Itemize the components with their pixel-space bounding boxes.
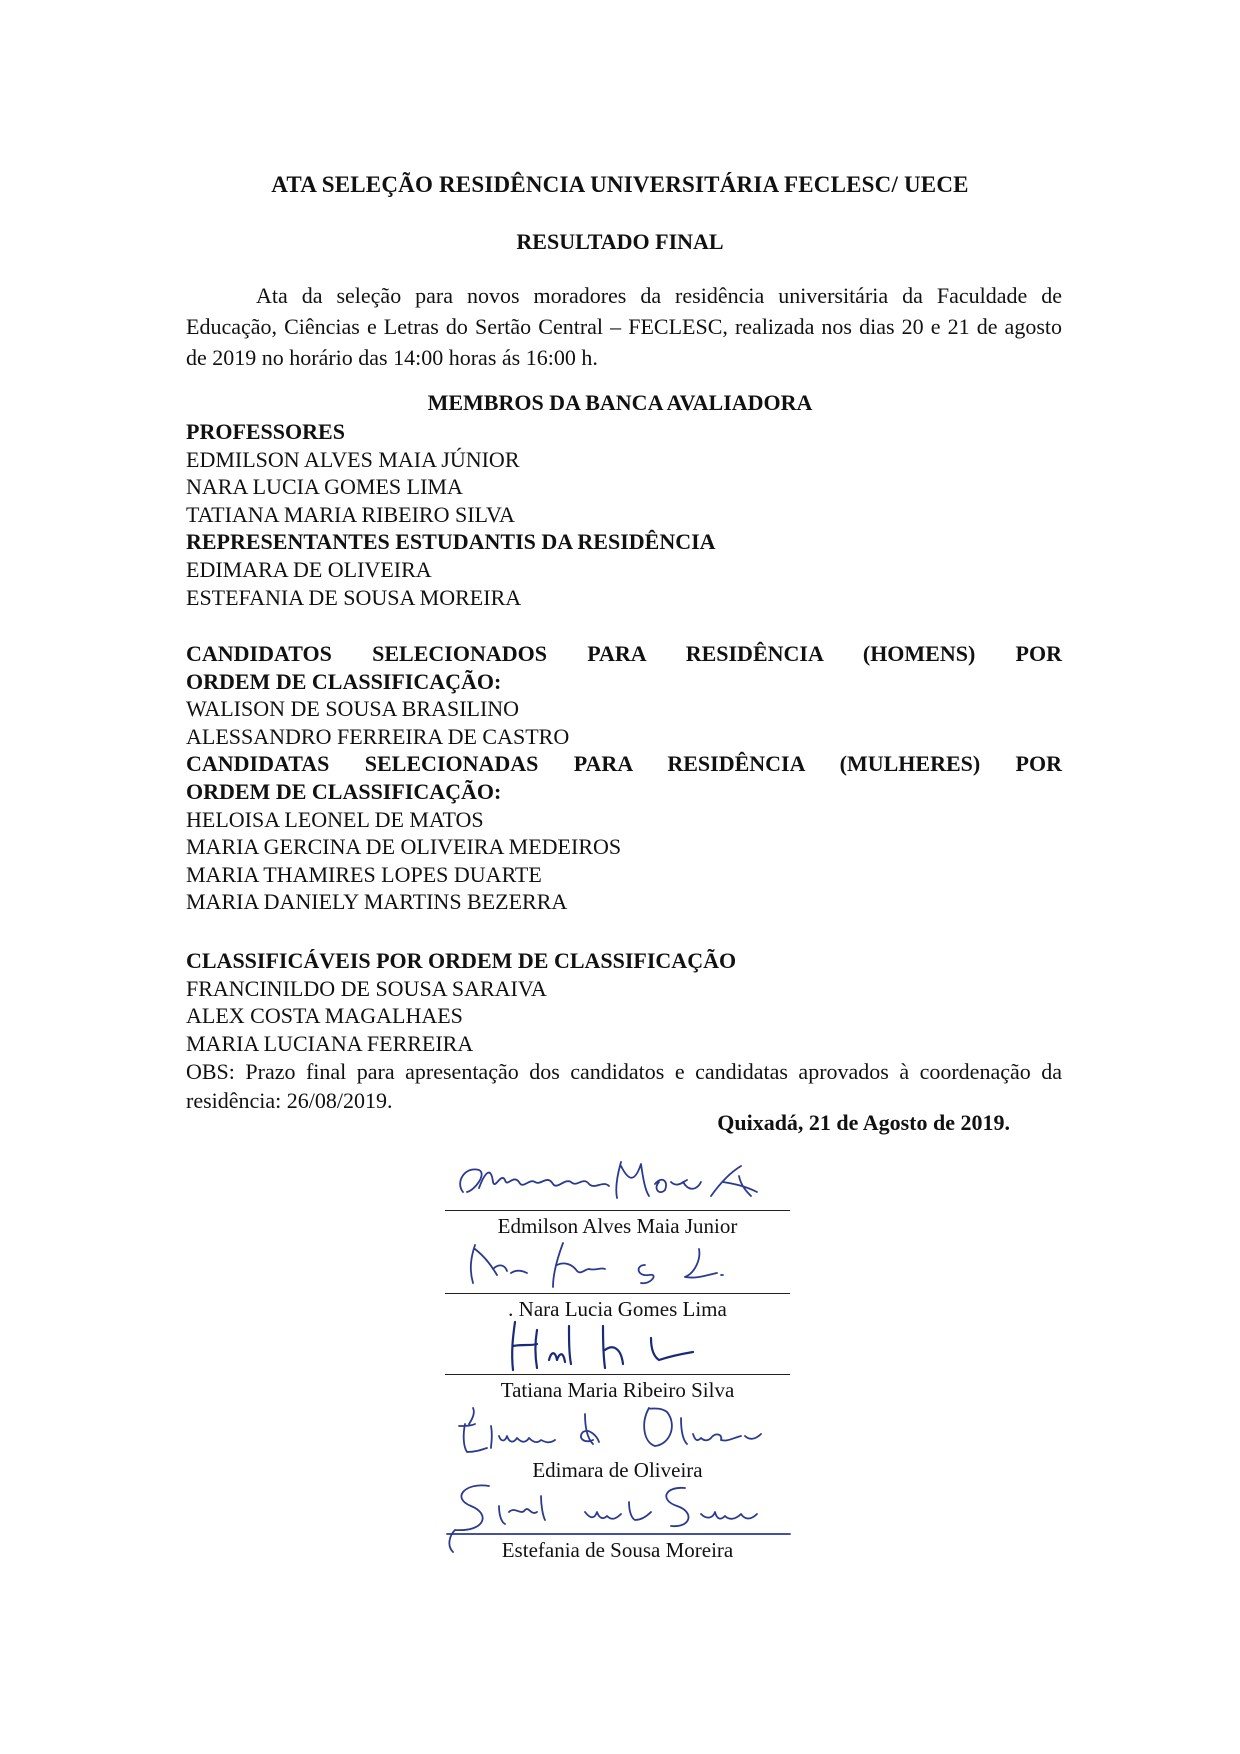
representantes-heading: REPRESENTANTES ESTUDANTIS DA RESIDÊNCIA [186,529,716,555]
classificaveis-section [186,947,1062,1057]
classificavel-name: FRANCINILDO DE SOUSA SARAIVA [186,975,547,1001]
city-date: Quixadá, 21 de Agosto de 2019. [717,1110,1010,1135]
candidata-name: MARIA THAMIRES LOPES DUARTE [186,861,542,887]
representante-name: ESTEFANIA DE SOUSA MOREIRA [186,584,522,610]
professor-name: NARA LUCIA GOMES LIMA [186,474,463,500]
signatory-name: Tatiana Maria Ribeiro Silva [500,1378,735,1402]
candidata-name: MARIA GERCINA DE OLIVEIRA MEDEIROS [186,834,622,860]
signature-block [445,1396,790,1482]
handwritten-signature [445,1235,790,1293]
candidato-name: ALESSANDRO FERREIRA DE CASTRO [186,723,570,749]
intro-paragraph [186,280,1062,373]
signature-block [445,1235,790,1321]
intro-text: Ata da seleção para novos moradores da residência universitária da Faculdade de Educação, Ciências e Letras do Sertão Central – FECLESC, realizada nos dias 20 e 21 de agosto de 2019 no horário das 14:00 horas ás 16:00 h. [186,283,1062,370]
signatory-name: Edimara de Oliveira [532,1458,703,1482]
representante-name: EDIMARA DE OLIVEIRA [186,556,432,582]
homens-heading-line1: CANDIDATOS SELECIONADOS PARA RESIDÊNCIA (HOMENS) POR [186,641,1062,666]
homens-heading-line2: ORDEM DE CLASSIFICAÇÃO: [186,668,502,694]
document-subtitle: RESULTADO FINAL [516,229,724,254]
signature-line [445,1210,790,1211]
professor-name: TATIANA MARIA RIBEIRO SILVA [186,501,515,527]
classificavel-name: MARIA LUCIANA FERREIRA [186,1030,474,1056]
signature-block [445,1476,790,1562]
classificavel-name: ALEX COSTA MAGALHAES [186,1003,463,1029]
professor-name: EDMILSON ALVES MAIA JÚNIOR [186,446,520,472]
homens-section [186,640,1062,916]
signature-block [445,1316,790,1402]
signature-line [445,1454,790,1455]
obs-paragraph: OBS: Prazo final para apresentação dos candidatos e candidatas aprovados à coordenação da residência: 26/08/2019. [186,1059,1062,1113]
mulheres-heading-line1: CANDIDATAS SELECIONADAS PARA RESIDÊNCIA (MULHERES) POR [186,751,1062,777]
banca-section [186,418,1062,611]
signature-block [445,1152,790,1238]
document-title: ATA SELEÇÃO RESIDÊNCIA UNIVERSITÁRIA FECLESC/ UECE [271,172,969,197]
signatory-name: Estefania de Sousa Moreira [501,1538,734,1562]
candidato-name: WALISON DE SOUSA BRASILINO [186,696,520,722]
professores-heading: PROFESSORES [186,419,345,444]
signatory-name: Edmilson Alves Maia Junior [497,1214,738,1238]
candidata-name: HELOISA LEONEL DE MATOS [186,806,484,832]
handwritten-signature [445,1476,790,1534]
candidata-name: MARIA DANIELY MARTINS BEZERRA [186,889,568,915]
handwritten-signature [445,1152,790,1210]
signature-line [445,1374,790,1375]
banca-heading: MEMBROS DA BANCA AVALIADORA [427,390,813,415]
handwritten-signature [445,1316,790,1374]
handwritten-signature [445,1396,790,1454]
signature-line [445,1534,790,1535]
signature-line [445,1293,790,1294]
signatory-name: . Nara Lucia Gomes Lima [508,1297,727,1321]
classificaveis-heading: CLASSIFICÁVEIS POR ORDEM DE CLASSIFICAÇÃO [186,948,737,973]
mulheres-heading-line2: ORDEM DE CLASSIFICAÇÃO: [186,778,502,804]
